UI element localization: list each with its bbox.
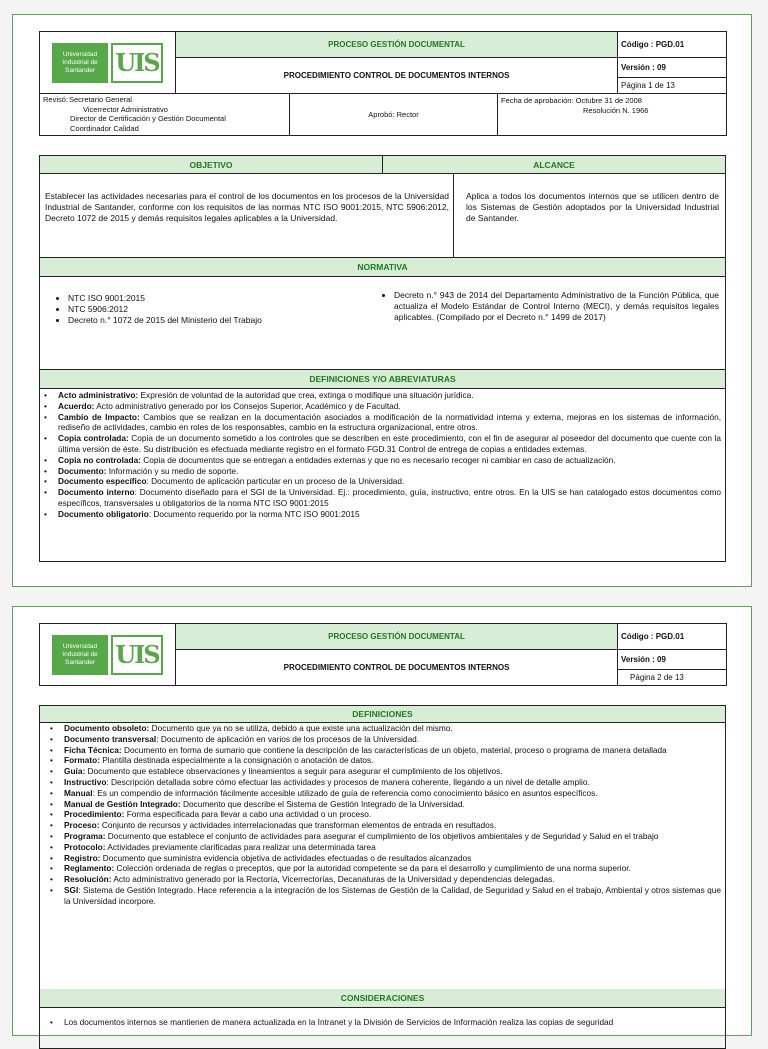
definitions-heading: DEFINICIONES Y/O ABREVIATURAS xyxy=(40,370,725,389)
definition-term: Manual xyxy=(64,787,93,798)
definition-term: SGI xyxy=(64,884,79,895)
logo xyxy=(40,32,176,94)
objective-scope-section xyxy=(39,155,726,258)
definition-text: Documento en forma de sumario que contiene la descripción de las características de un objeto, material, proceso o programa de manera detallada xyxy=(121,744,667,755)
regulation-item: • NTC 5906:2012 xyxy=(68,304,370,315)
regulation-item: • NTC ISO 9001:2015 xyxy=(68,293,370,304)
definition-item xyxy=(58,466,721,477)
process-name: PROCESO GESTIÓN DOCUMENTAL xyxy=(176,32,618,58)
considerations-heading: CONSIDERACIONES xyxy=(40,989,725,1008)
logo-text: Universidad Industrial de Santander xyxy=(52,635,108,675)
definition-text: Colección ordenada de reglas o preceptos, que por la autoridad competente se da para el desarrollo y cumplimiento de una norma superior. xyxy=(114,863,631,874)
definition-term: Acuerdo: xyxy=(58,400,95,411)
considerations-list xyxy=(40,1008,725,1028)
definition-text: Acto administrativo generado por los Consejos Superior, Académico y de Facultad. xyxy=(94,400,401,411)
definition-text: : Documento diseñado para el SGI de la Universidad. Ej.: procedimiento, guía, instructivo, entre otros. En la UIS se han catalogado estos documentos como específicos, transversales u obligatorios de la norma NTC ISO 9001:2015 xyxy=(58,487,721,508)
definition-text: Forma especificada para llevar a cabo una actividad o un proceso. xyxy=(124,809,372,820)
definition-item xyxy=(64,777,721,788)
reviewer: Coordinador Calidad xyxy=(70,123,139,133)
definition-text: Documento que establece observaciones y lineamientos a seguir para asegurar el cumplimiento de los objetivos. xyxy=(85,766,503,777)
definition-item xyxy=(64,799,721,810)
definition-item xyxy=(58,455,721,466)
definition-item xyxy=(58,509,721,520)
logo-mark: UIS xyxy=(111,635,163,675)
definition-text: : Es un compendio de información fácilmente accesible utilizado de guía de referencia como conocimiento básico en asuntos específicos. xyxy=(92,787,598,798)
definition-item xyxy=(58,476,721,487)
definition-item xyxy=(64,734,721,745)
definition-item xyxy=(64,788,721,799)
definition-term: Copia no controlada: xyxy=(58,454,141,465)
definition-text: : Documento de aplicación en varios de los procesos de la Universidad. xyxy=(156,733,420,744)
definition-term: Copia controlada: xyxy=(58,433,129,444)
reviewer: Director de Certificación y Gestión Documental xyxy=(70,114,226,123)
approval-info xyxy=(498,94,727,136)
process-name: PROCESO GESTIÓN DOCUMENTAL xyxy=(176,624,618,650)
definition-text: Documento que describe el Sistema de Gestión Integrado de la Universidad. xyxy=(180,798,465,809)
approved-by: Aprobó: Rector xyxy=(290,94,498,136)
definition-text: Copia de un documento sometido a los controles que se describen en este procedimiento, con el fin de asegurar al poseedor del documento que cuente con la última versión de éste. Su distribución es efectuada mediante registro en el formato FGD.31 Control de entrega de copias a entidades externas. xyxy=(58,433,722,454)
definitions-list xyxy=(40,723,725,907)
definition-term: Documento interno xyxy=(58,487,135,498)
definitions-list xyxy=(40,389,725,520)
definition-term: Documento específico xyxy=(58,476,147,487)
reviewer: Vicerrector Administrativo xyxy=(83,104,168,114)
definition-item xyxy=(58,433,721,455)
considerations-section xyxy=(39,989,726,1049)
definition-text: Información y su medio de soporte. xyxy=(106,465,239,476)
definition-term: Documento obsoleto: xyxy=(64,723,150,733)
definitions-section xyxy=(39,705,726,995)
definition-text: Documento que establece el conjunto de actividades para asegurar el cumplimiento de los objetivos ambientales y de Seguridad y Salud en el trabajo xyxy=(105,830,659,841)
definition-text: Documento que ya no se utiliza, debido a que existe una actualización del mismo. xyxy=(149,723,453,733)
page-number: Página 2 de 13 xyxy=(618,670,727,686)
definition-item xyxy=(64,809,721,820)
document-version: Versión : 09 xyxy=(618,650,727,670)
definition-term: Registro: xyxy=(64,852,101,863)
regulation-item: • Decreto n.° 1072 de 2015 del Ministerio del Trabajo xyxy=(68,315,370,326)
logo-mark: UIS xyxy=(111,43,163,83)
definition-item xyxy=(64,874,721,885)
definition-term: Instructivo xyxy=(64,776,107,787)
reviewers xyxy=(40,94,290,136)
definition-term: Acto administrativo: xyxy=(58,390,139,400)
definition-term: Programa: xyxy=(64,830,106,841)
logo-text: Universidad Industrial de Santander xyxy=(52,43,108,83)
definition-item xyxy=(64,766,721,777)
definition-item xyxy=(64,885,721,907)
definition-text: Plantilla destinada especialmente a la consignación o anotación de datos. xyxy=(99,755,374,766)
page-number: Página 1 de 13 xyxy=(618,78,727,94)
definition-item xyxy=(64,820,721,831)
reviewer-label: Revisó: xyxy=(43,95,69,104)
definition-text: : Sistema de Gestión Integrado. Hace referencia a la integración de los Sistemas de Gestión de la Calidad, de Seguridad y Salud en el trabajo, Ambiental y otros sistemas que la Universidad incorpore. xyxy=(64,884,721,906)
definition-term: Documento transversal xyxy=(64,733,157,744)
definition-item xyxy=(64,723,721,734)
regulation-heading: NORMATIVA xyxy=(40,258,725,277)
definition-text: Conjunto de recursos y actividades interrelacionadas que transforman elementos de entrada en resultados. xyxy=(99,820,497,831)
document-code: Código : PGD.01 xyxy=(618,624,727,650)
regulation-section xyxy=(39,258,726,370)
definition-term: Resolución: xyxy=(64,874,112,885)
scope-text: Aplica a todos los documentos internos que se utilicen dentro de los Sistemas de Gestión adoptados por la Universidad Industrial de Santander. xyxy=(466,191,719,223)
scope-heading: ALCANCE xyxy=(383,156,725,174)
definition-term: Ficha Técnica: xyxy=(64,744,122,755)
document-title: PROCEDIMIENTO CONTROL DE DOCUMENTOS INTERNOS xyxy=(176,58,618,94)
definition-text: : Documento de aplicación particular en un proceso de la Universidad. xyxy=(146,476,405,487)
definition-item xyxy=(58,487,721,509)
definition-text: : Documento requerido por la norma NTC ISO 9001:2015 xyxy=(148,508,360,519)
definition-item xyxy=(64,745,721,756)
definition-item xyxy=(58,390,721,401)
definition-term: Formato: xyxy=(64,755,100,766)
definition-term: Documento: xyxy=(58,465,107,476)
regulation-item: • Decreto n.° 943 de 2014 del Departamento Administrativo de la Función Pública, que actualiza el Modelo Estándar de Control Interno (MECI), y demás requisitos legales aplicables. (Compilado por el Decreto n.° 1499 de 2017) xyxy=(394,290,719,323)
definition-item xyxy=(64,755,721,766)
logo xyxy=(40,624,176,686)
definition-text: Actividades previamente clarificadas para realizar una determinada tarea xyxy=(105,841,376,852)
objective-text: Establecer las actividades necesarias para el control de los documentos en los procesos de la Universidad Industrial de Santander, conforme con los requisitos de las normas NTC ISO 9001:2015, NTC 5906:2012, Decreto 1072 de 2015 y demás requisitos legales aplicables a la Universidad. xyxy=(40,174,454,257)
definition-item xyxy=(58,401,721,412)
objective-heading: OBJETIVO xyxy=(40,156,383,174)
definition-text: Copia de documentos que se entregan a entidades externas y que no es necesario recoger ni cambiar en caso de actualización. xyxy=(140,454,616,465)
document-version: Versión : 09 xyxy=(618,58,727,78)
document-header xyxy=(39,31,727,136)
definitions-heading: DEFINICIONES xyxy=(40,706,725,723)
definition-item xyxy=(58,412,721,434)
resolution: Resolución N. 1966 xyxy=(583,106,649,115)
reviewer: Secretario General xyxy=(69,95,132,104)
definition-text: : Descripción detallada sobre cómo efectuar las actividades y procesos de manera coherente, llegando a un nivel de detalle amplio. xyxy=(106,776,590,787)
definition-item xyxy=(64,863,721,874)
definition-term: Manual de Gestión Integrado: xyxy=(64,798,181,809)
definition-term: Guía: xyxy=(64,766,86,777)
definition-text: Acto administrativo generado por la Rectoría, Vicerrectorías, Decanaturas de la Universidad y dependencias delegadas. xyxy=(111,874,555,885)
definition-term: Protocolo: xyxy=(64,841,106,852)
definition-text: Expresión de voluntad de la autoridad que crea, extinga o modifique una situación jurídica. xyxy=(138,390,474,400)
document-page-2 xyxy=(12,606,752,1036)
definitions-section xyxy=(39,370,726,562)
definition-term: Reglamento: xyxy=(64,863,115,874)
document-page-1 xyxy=(12,14,752,587)
definition-text: Documento que suministra evidencia objetiva de actividades efectuadas o de resultados alcanzados xyxy=(100,852,472,863)
document-code: Código : PGD.01 xyxy=(618,32,727,58)
definition-term: Documento obligatorio xyxy=(58,508,149,519)
definition-item xyxy=(64,853,721,864)
definition-term: Procedimiento: xyxy=(64,809,125,820)
document-header xyxy=(39,623,727,686)
definition-text: Cambios que se realizan en la documentación asociados a modificación de la normatividad interna y externa, mejoras en los sistemas de información, rediseño de actividades, cambio en roles de los responsables, cambio en la estructura organizacional, entre otros. xyxy=(58,411,722,433)
document-title: PROCEDIMIENTO CONTROL DE DOCUMENTOS INTERNOS xyxy=(176,650,618,686)
approval-date: Fecha de aprobación: Octubre 31 de 2008 xyxy=(501,96,642,105)
definition-term: Cambio de Impacto: xyxy=(58,411,140,422)
definition-term: Proceso: xyxy=(64,820,100,831)
definition-item xyxy=(64,831,721,842)
consideration-item: • Los documentos internos se mantienen de manera actualizada en la Intranet y la División de Servicios de Información realiza las copias de seguridad xyxy=(64,1017,725,1028)
definition-item xyxy=(64,842,721,853)
